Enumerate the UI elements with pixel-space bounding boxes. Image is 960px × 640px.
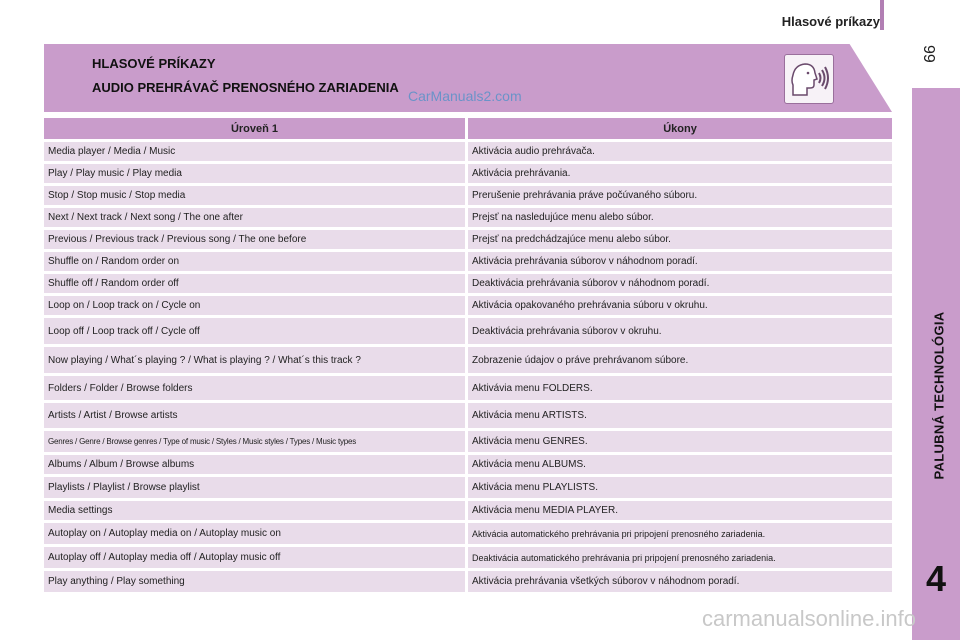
action-cell: Aktivácia audio prehrávača. <box>468 142 892 161</box>
command-cell: Genres / Genre / Browse genres / Type of music / Styles / Music styles / Types / Music types <box>44 431 465 452</box>
section-title: Hlasové príkazy <box>781 14 880 29</box>
page-subtitle: AUDIO PREHRÁVAČ PRENOSNÉHO ZARIADENIA <box>92 80 399 95</box>
action-cell: Aktivácia menu PLAYLISTS. <box>468 477 892 498</box>
table-row <box>44 230 892 249</box>
command-cell: Now playing / What´s playing ? / What is playing ? / What´s this track ? <box>44 347 465 373</box>
table-row <box>44 547 892 568</box>
command-cell: Shuffle off / Random order off <box>44 274 465 293</box>
command-cell: Autoplay on / Autoplay media on / Autoplay music on <box>44 523 465 544</box>
command-cell: Stop / Stop music / Stop media <box>44 186 465 205</box>
voice-commands-table <box>44 118 892 595</box>
footer-watermark: carmanualsonline.info <box>701 606 916 631</box>
command-cell: Albums / Album / Browse albums <box>44 455 465 474</box>
command-cell: Autoplay off / Autoplay media off / Autoplay music off <box>44 547 465 568</box>
command-cell: Media player / Media / Music <box>44 142 465 161</box>
table-row <box>44 142 892 161</box>
command-cell: Play / Play music / Play media <box>44 164 465 183</box>
table-row <box>44 164 892 183</box>
command-cell: Media settings <box>44 501 465 520</box>
table-row <box>44 431 892 452</box>
command-cell: Artists / Artist / Browse artists <box>44 403 465 428</box>
action-cell: Deaktivácia prehrávania súborov v okruhu. <box>468 318 892 344</box>
column-header-level: Úroveň 1 <box>44 118 465 139</box>
action-cell: Deaktivácia prehrávania súborov v náhodnom poradí. <box>468 274 892 293</box>
table-row <box>44 403 892 428</box>
watermark: CarManuals2.com <box>408 88 522 104</box>
action-cell: Aktivácia menu ALBUMS. <box>468 455 892 474</box>
header-rule <box>880 0 884 30</box>
action-cell: Aktivácia menu GENRES. <box>468 431 892 452</box>
action-cell: Aktivácia automatického prehrávania pri pripojení prenosného zariadenia. <box>468 523 892 544</box>
table-header-row <box>44 118 892 139</box>
table-row <box>44 208 892 227</box>
table-row <box>44 376 892 400</box>
action-cell: Aktivácia prehrávania. <box>468 164 892 183</box>
table-row <box>44 523 892 544</box>
action-cell: Aktivácia menu MEDIA PLAYER. <box>468 501 892 520</box>
table-row <box>44 296 892 315</box>
action-cell: Zobrazenie údajov o práve prehrávanom súbore. <box>468 347 892 373</box>
action-cell: Aktivávia menu FOLDERS. <box>468 376 892 400</box>
action-cell: Deaktivácia automatického prehrávania pri pripojení prenosného zariadenia. <box>468 547 892 568</box>
action-cell: Prejsť na predchádzajúce menu alebo súbor. <box>468 230 892 249</box>
action-cell: Aktivácia prehrávania súborov v náhodnom poradí. <box>468 252 892 271</box>
action-cell: Aktivácia prehrávania všetkých súborov v náhodnom poradí. <box>468 571 892 592</box>
action-cell: Prerušenie prehrávania práve počúvaného súboru. <box>468 186 892 205</box>
command-cell: Next / Next track / Next song / The one after <box>44 208 465 227</box>
table-row <box>44 252 892 271</box>
table-row <box>44 274 892 293</box>
command-cell: Loop off / Loop track off / Cycle off <box>44 318 465 344</box>
table-row <box>44 501 892 520</box>
page-number: 99 <box>920 45 937 63</box>
command-cell: Folders / Folder / Browse folders <box>44 376 465 400</box>
action-cell: Aktivácia opakovaného prehrávania súboru v okruhu. <box>468 296 892 315</box>
chapter-side-tab <box>912 88 960 640</box>
column-header-actions: Úkony <box>468 118 892 139</box>
table-row <box>44 186 892 205</box>
chapter-label: PALUBNÁ TECHNOLÓGIA <box>931 311 947 480</box>
table-row <box>44 455 892 474</box>
action-cell: Aktivácia menu ARTISTS. <box>468 403 892 428</box>
table-row <box>44 571 892 592</box>
command-cell: Previous / Previous track / Previous song / The one before <box>44 230 465 249</box>
table-row <box>44 477 892 498</box>
command-cell: Loop on / Loop track on / Cycle on <box>44 296 465 315</box>
command-cell: Playlists / Playlist / Browse playlist <box>44 477 465 498</box>
command-cell: Shuffle on / Random order on <box>44 252 465 271</box>
table-row <box>44 318 892 344</box>
chapter-number: 4 <box>925 558 947 599</box>
table-row <box>44 347 892 373</box>
action-cell: Prejsť na nasledujúce menu alebo súbor. <box>468 208 892 227</box>
voice-command-icon <box>784 54 834 104</box>
command-cell: Play anything / Play something <box>44 571 465 592</box>
page-title: HLASOVÉ PRÍKAZY <box>92 56 216 71</box>
